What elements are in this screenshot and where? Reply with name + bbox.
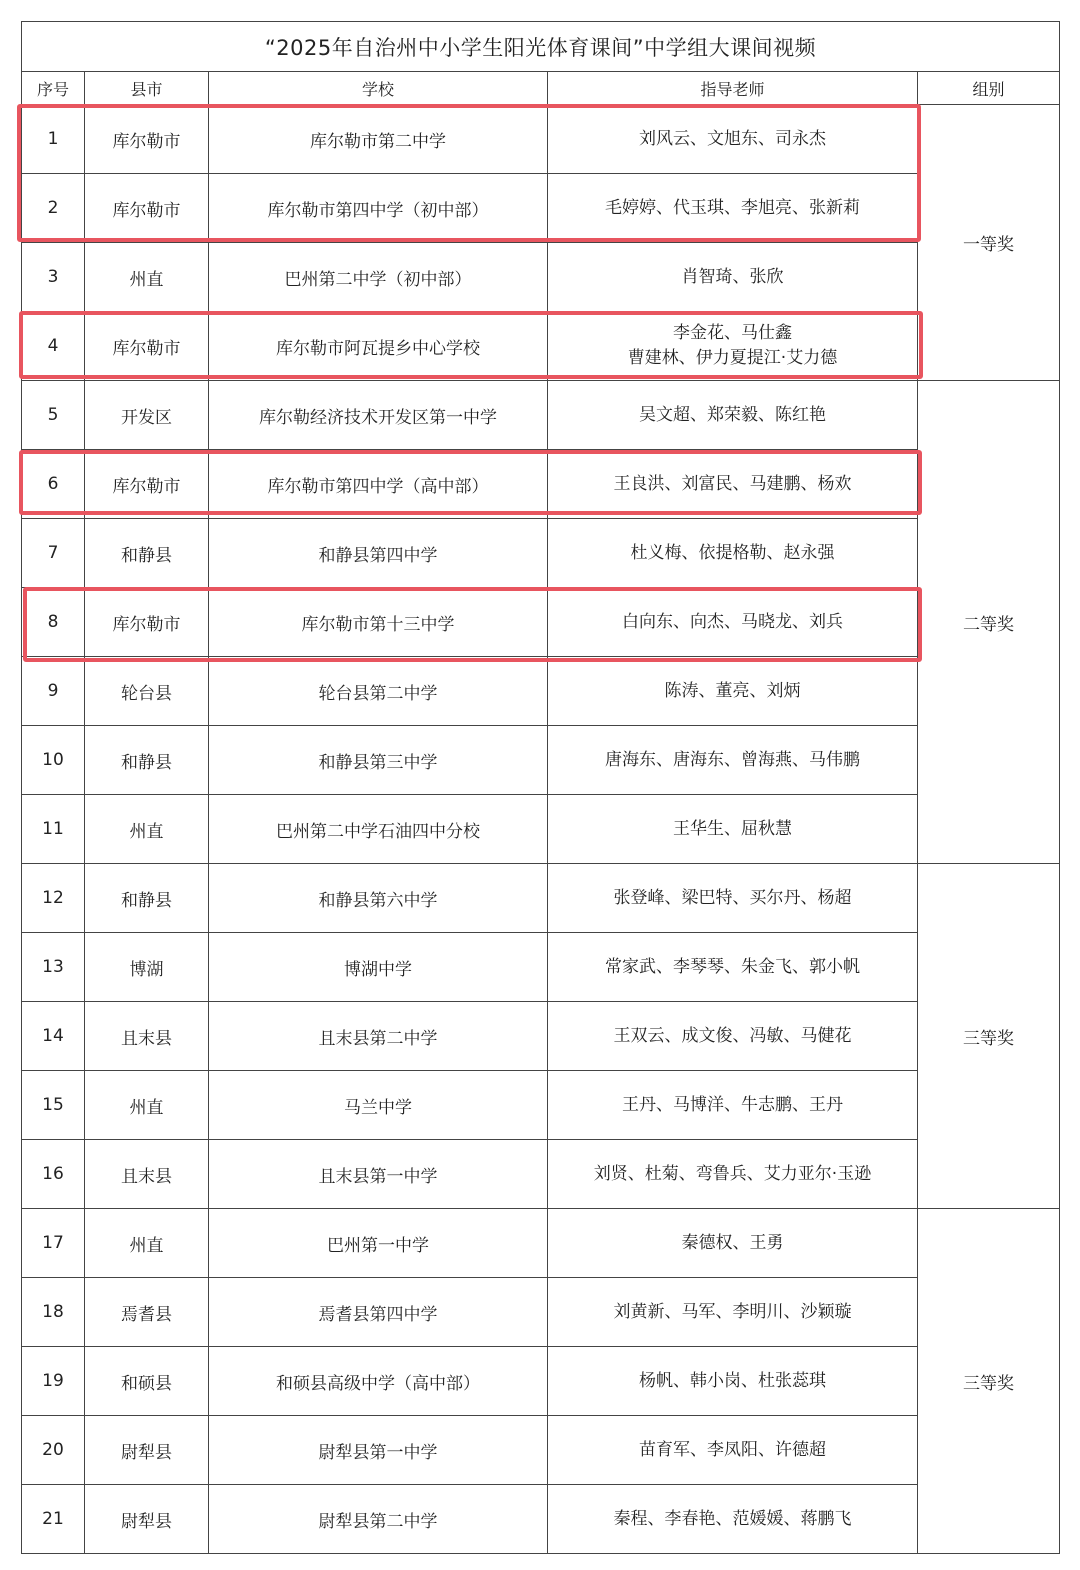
row-county: 州直 [85,243,209,312]
row-school: 库尔勒市第十三中学 [209,588,548,657]
row-county: 库尔勒市 [85,312,209,381]
row-county: 且末县 [85,1002,209,1071]
row-county: 焉耆县 [85,1278,209,1347]
teacher-line: 杨帆、韩小岗、杜张蕊琪 [639,1370,826,1391]
row-teachers [548,1140,918,1209]
teacher-line: 刘黄新、马军、李明川、沙颖璇 [613,1301,852,1322]
table-row [22,174,1060,243]
table-row [22,1002,1060,1071]
row-number: 3 [22,243,85,312]
award-group-cell: 一等奖 [918,105,1060,381]
table-row [22,1485,1060,1554]
row-teachers [548,1209,918,1278]
row-county: 和静县 [85,726,209,795]
row-county: 和硕县 [85,1347,209,1416]
row-number: 18 [22,1278,85,1347]
row-number: 7 [22,519,85,588]
row-teachers [548,450,918,519]
row-number: 20 [22,1416,85,1485]
table-row [22,381,1060,450]
row-school: 和静县第四中学 [209,519,548,588]
table-row [22,588,1060,657]
row-school: 和静县第六中学 [209,864,548,933]
row-school: 尉犁县第一中学 [209,1416,548,1485]
header-row [22,72,1060,105]
row-school: 库尔勒市阿瓦提乡中心学校 [209,312,548,381]
row-number: 13 [22,933,85,1002]
teacher-line: 刘贤、杜菊、弯鲁兵、艾力亚尔·玉逊 [593,1163,872,1184]
row-number: 9 [22,657,85,726]
award-group-cell: 三等奖 [918,864,1060,1209]
teacher-line: 肖智琦、张欣 [681,266,784,287]
row-teachers [548,381,918,450]
row-teachers [548,726,918,795]
row-county: 库尔勒市 [85,588,209,657]
row-number: 2 [22,174,85,243]
row-teachers [548,519,918,588]
table-row [22,795,1060,864]
teacher-line: 毛婷婷、代玉琪、李旭亮、张新莉 [605,197,860,218]
row-county: 尉犁县 [85,1485,209,1554]
row-county: 州直 [85,795,209,864]
table-row [22,1347,1060,1416]
table-row [22,1140,1060,1209]
row-county: 州直 [85,1209,209,1278]
row-number: 21 [22,1485,85,1554]
table-body [22,105,1060,1554]
row-teachers [548,1347,918,1416]
row-number: 19 [22,1347,85,1416]
teacher-line: 李金花、马仕鑫 [673,323,792,343]
table-row [22,243,1060,312]
teacher-line: 王华生、屈秋慧 [673,818,792,839]
header-school: 学校 [209,72,548,105]
table-row [22,450,1060,519]
row-school: 库尔勒经济技术开发区第一中学 [209,381,548,450]
row-school: 且末县第一中学 [209,1140,548,1209]
row-teachers [548,105,918,174]
table-row [22,1416,1060,1485]
row-teachers [548,1002,918,1071]
table-title: “2025年自治州中小学生阳光体育课间”中学组大课间视频 [22,22,1060,72]
row-school: 库尔勒市第四中学（高中部） [209,450,548,519]
row-teachers [548,174,918,243]
row-school: 焉耆县第四中学 [209,1278,548,1347]
row-number: 16 [22,1140,85,1209]
row-school: 库尔勒市第二中学 [209,105,548,174]
row-county: 库尔勒市 [85,105,209,174]
table-row [22,864,1060,933]
teacher-line: 常家武、李琴琴、朱金飞、郭小帆 [605,956,860,977]
table-row [22,1278,1060,1347]
row-number: 1 [22,105,85,174]
row-school: 库尔勒市第四中学（初中部） [209,174,548,243]
award-list-sheet [21,21,1059,1550]
row-number: 17 [22,1209,85,1278]
teacher-line: 王良洪、刘富民、马建鹏、杨欢 [613,473,852,494]
teacher-line: 秦程、李春艳、范媛媛、蒋鹏飞 [613,1508,852,1529]
teacher-line: 刘风云、文旭东、司永杰 [639,128,826,149]
award-group-cell: 二等奖 [918,381,1060,864]
row-teachers [548,1416,918,1485]
row-county: 尉犁县 [85,1416,209,1485]
row-teachers [548,1278,918,1347]
row-teachers [548,1485,918,1554]
teacher-line: 白向东、向杰、马晓龙、刘兵 [622,611,843,632]
row-school: 且末县第二中学 [209,1002,548,1071]
row-school: 博湖中学 [209,933,548,1002]
row-number: 5 [22,381,85,450]
row-number: 15 [22,1071,85,1140]
teacher-line: 张登峰、梁巴特、买尔丹、杨超 [613,887,852,908]
row-school: 轮台县第二中学 [209,657,548,726]
row-county: 州直 [85,1071,209,1140]
row-school: 和硕县高级中学（高中部） [209,1347,548,1416]
row-teachers [548,933,918,1002]
row-number: 11 [22,795,85,864]
row-county: 且末县 [85,1140,209,1209]
header-no: 序号 [22,72,85,105]
award-group-cell: 三等奖 [918,1209,1060,1554]
table-row [22,312,1060,381]
row-county: 和静县 [85,864,209,933]
table-row [22,726,1060,795]
row-school: 尉犁县第二中学 [209,1485,548,1554]
row-number: 4 [22,312,85,381]
table-row [22,105,1060,174]
row-number: 14 [22,1002,85,1071]
row-teachers [548,312,918,381]
row-county: 库尔勒市 [85,450,209,519]
award-table [21,21,1060,1554]
row-school: 和静县第三中学 [209,726,548,795]
row-teachers [548,864,918,933]
row-county: 博湖 [85,933,209,1002]
header-county: 县市 [85,72,209,105]
row-county: 开发区 [85,381,209,450]
teacher-line: 杜义梅、依提格勒、赵永强 [630,542,835,563]
table-row [22,933,1060,1002]
row-county: 轮台县 [85,657,209,726]
table-row [22,657,1060,726]
header-group: 组别 [918,72,1060,105]
row-county: 和静县 [85,519,209,588]
row-school: 巴州第二中学（初中部） [209,243,548,312]
row-school: 巴州第一中学 [209,1209,548,1278]
row-teachers [548,243,918,312]
teacher-line: 王双云、成文俊、冯敏、马健花 [613,1025,852,1046]
row-county: 库尔勒市 [85,174,209,243]
table-row [22,1071,1060,1140]
teacher-line: 陈涛、董亮、刘炳 [664,680,801,701]
row-number: 12 [22,864,85,933]
row-number: 8 [22,588,85,657]
header-teacher: 指导老师 [548,72,918,105]
row-number: 6 [22,450,85,519]
teacher-line: 曹建林、伊力夏提江·艾力德 [627,348,838,368]
teacher-line: 唐海东、唐海东、曾海燕、马伟鹏 [605,749,860,770]
table-row [22,519,1060,588]
teacher-line: 秦德权、王勇 [681,1232,784,1253]
row-teachers [548,657,918,726]
row-number: 10 [22,726,85,795]
row-teachers [548,588,918,657]
row-school: 巴州第二中学石油四中分校 [209,795,548,864]
teacher-line: 苗育军、李凤阳、许德超 [639,1439,826,1460]
row-teachers [548,795,918,864]
table-row [22,1209,1060,1278]
teacher-line: 吴文超、郑荣毅、陈红艳 [639,404,826,425]
row-school: 马兰中学 [209,1071,548,1140]
teacher-line: 王丹、马博洋、牛志鹏、王丹 [622,1094,843,1115]
row-teachers [548,1071,918,1140]
